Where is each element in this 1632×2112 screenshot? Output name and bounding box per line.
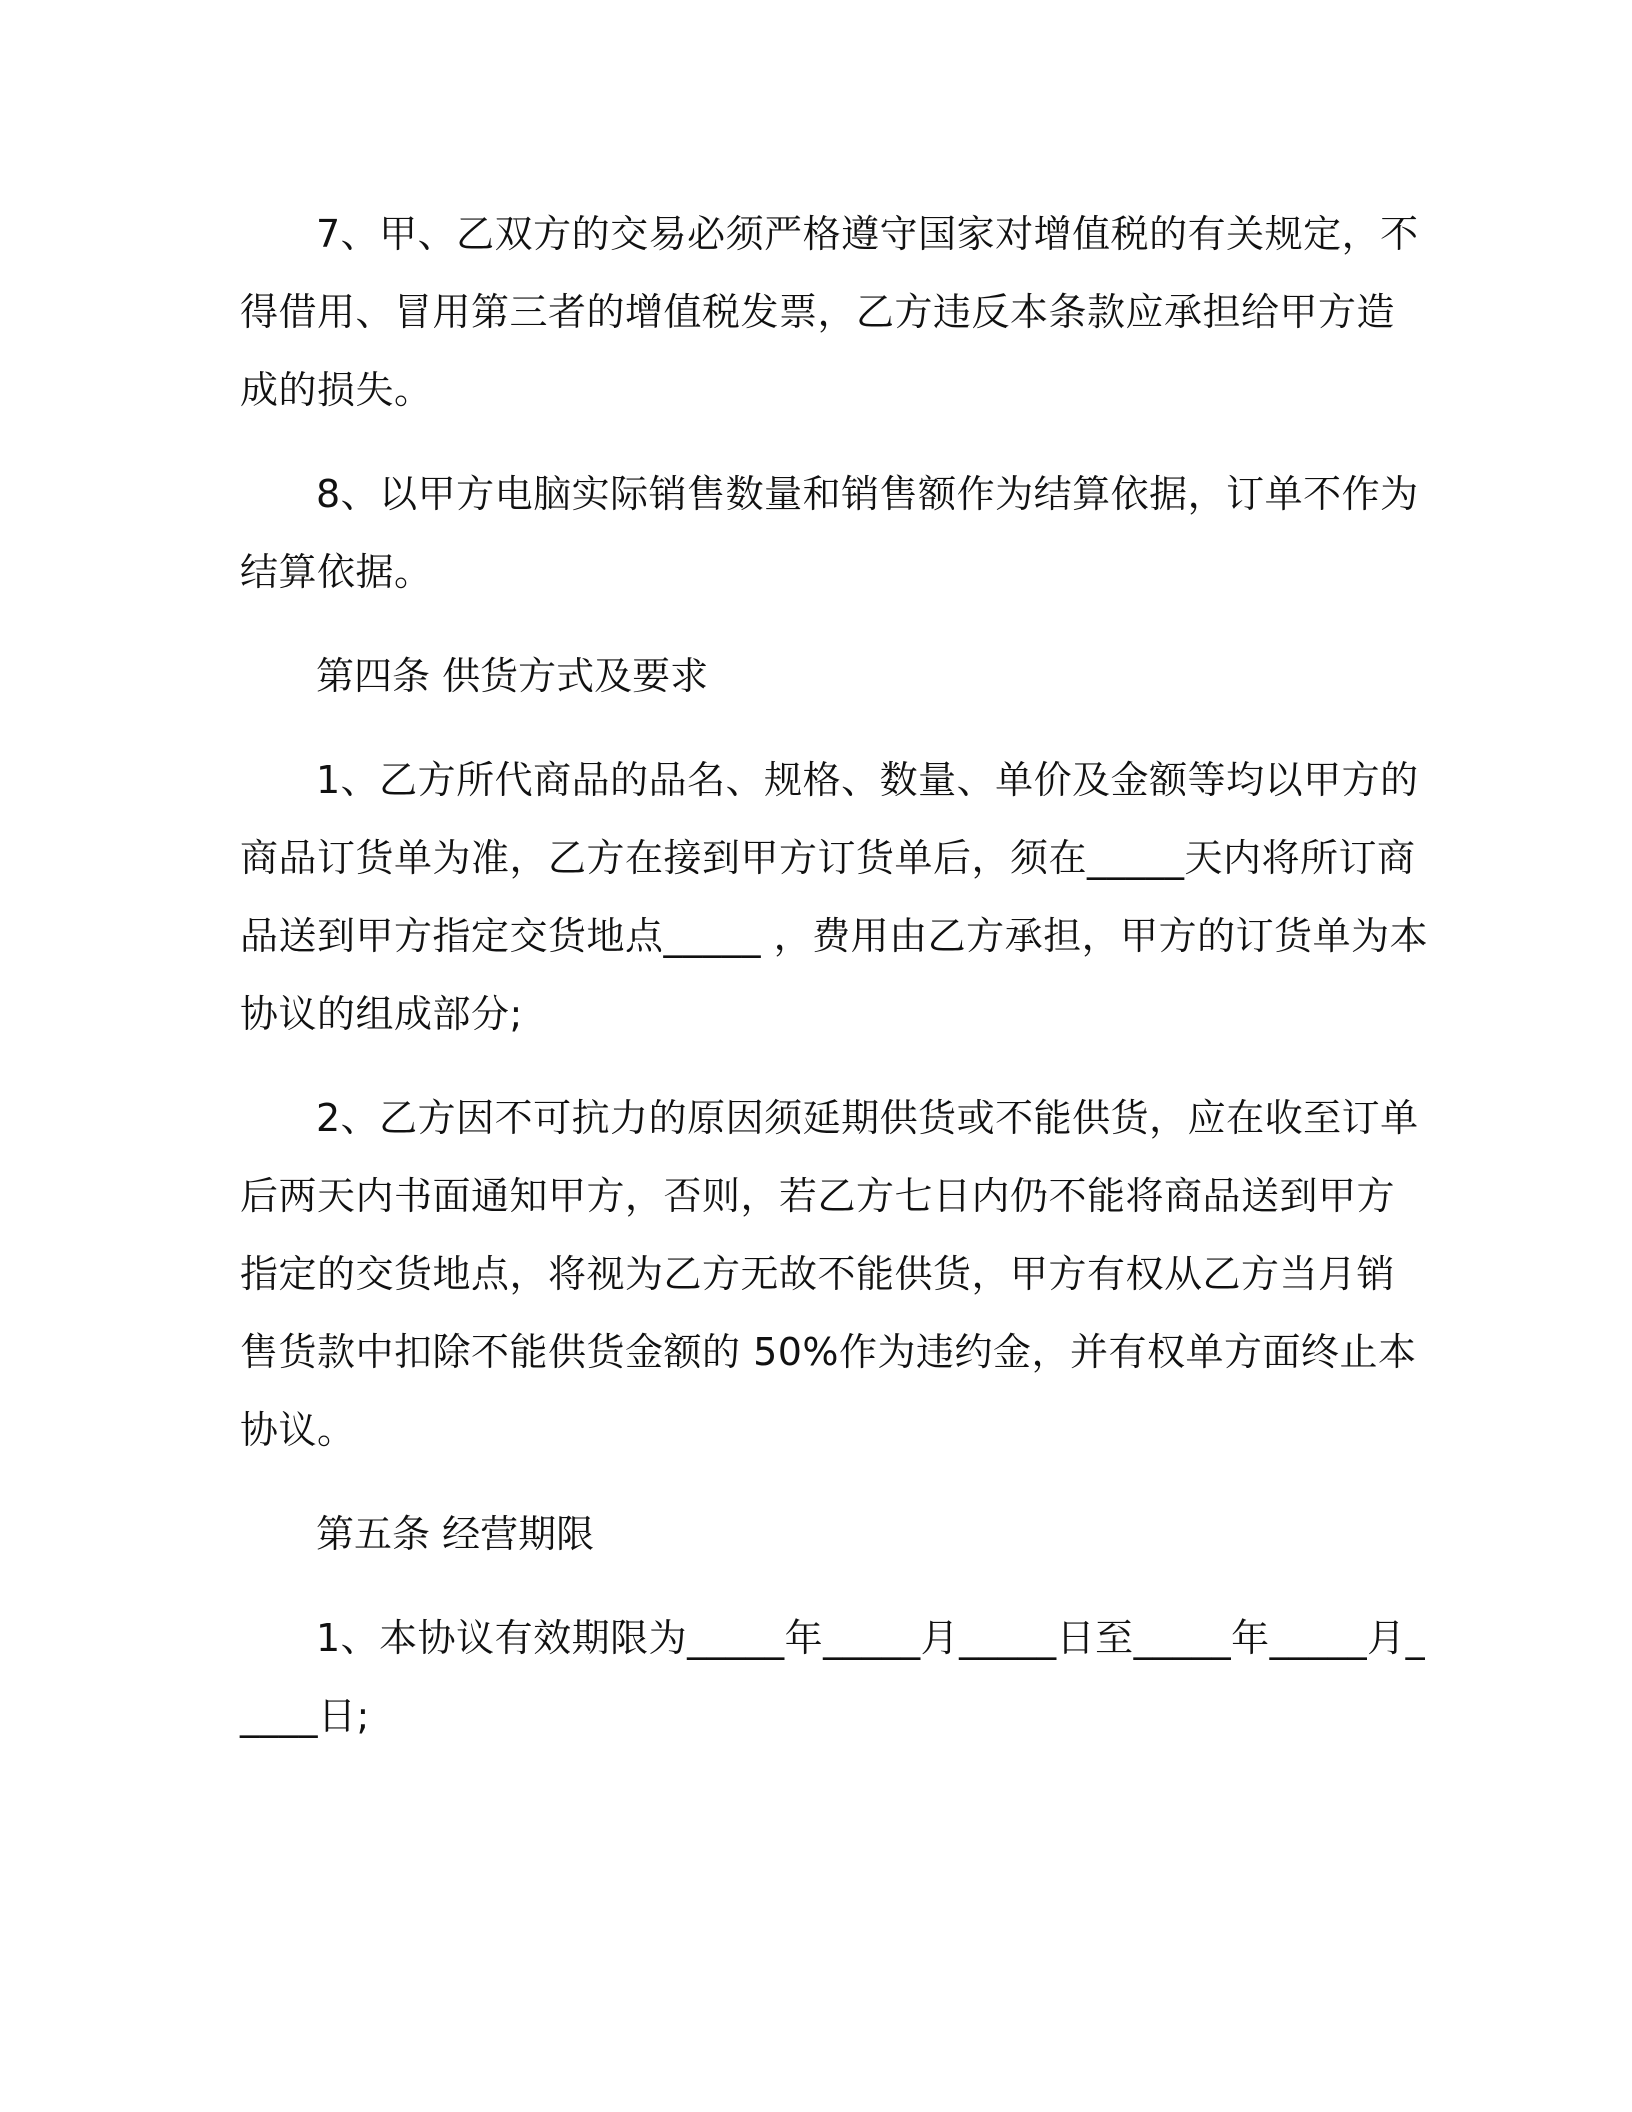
article-5-item-1-paragraph: 1、本协议有效期限为_____年_____月_____日至_____年_____月_____日; [240, 1616, 1426, 1738]
article-4-heading: 第四条 供货方式及要求 [316, 654, 709, 698]
article-4-item-1-paragraph: 1、乙方所代商品的品名、规格、数量、单价及金额等均以甲方的商品订货单为准，乙方在接到甲方订货单后，须在_____天内将所订商品送到甲方指定交货地点_____ ，费用由乙方承担，甲方的订货单为本协议的组成部分; [240, 758, 1429, 1036]
paragraph-gap [240, 429, 1432, 455]
paragraph-gap [240, 1053, 1432, 1079]
clause-8-paragraph: 8、以甲方电脑实际销售数量和销售额作为结算依据，订单不作为结算依据。 [240, 472, 1419, 594]
clause-7-paragraph: 7、甲、乙双方的交易必须严格遵守国家对增值税的有关规定，不得借用、冒用第三者的增值税发票，乙方违反本条款应承担给甲方造成的损失。 [240, 212, 1419, 412]
article-5-heading: 第五条 经营期限 [316, 1512, 595, 1556]
paragraph-gap [240, 1469, 1432, 1495]
paragraph-gap [240, 715, 1432, 741]
article-4-item-2-paragraph: 2、乙方因不可抗力的原因须延期供货或不能供货，应在收至订单后两天内书面通知甲方，否则，若乙方七日内仍不能将商品送到甲方指定的交货地点，将视为乙方无故不能供货，甲方有权从乙方当月销售货款中扣除不能供货金额的 50%作为违约金，并有权单方面终止本协议。 [240, 1096, 1419, 1452]
paragraph-gap [240, 611, 1432, 637]
paragraph-gap [240, 1573, 1432, 1599]
